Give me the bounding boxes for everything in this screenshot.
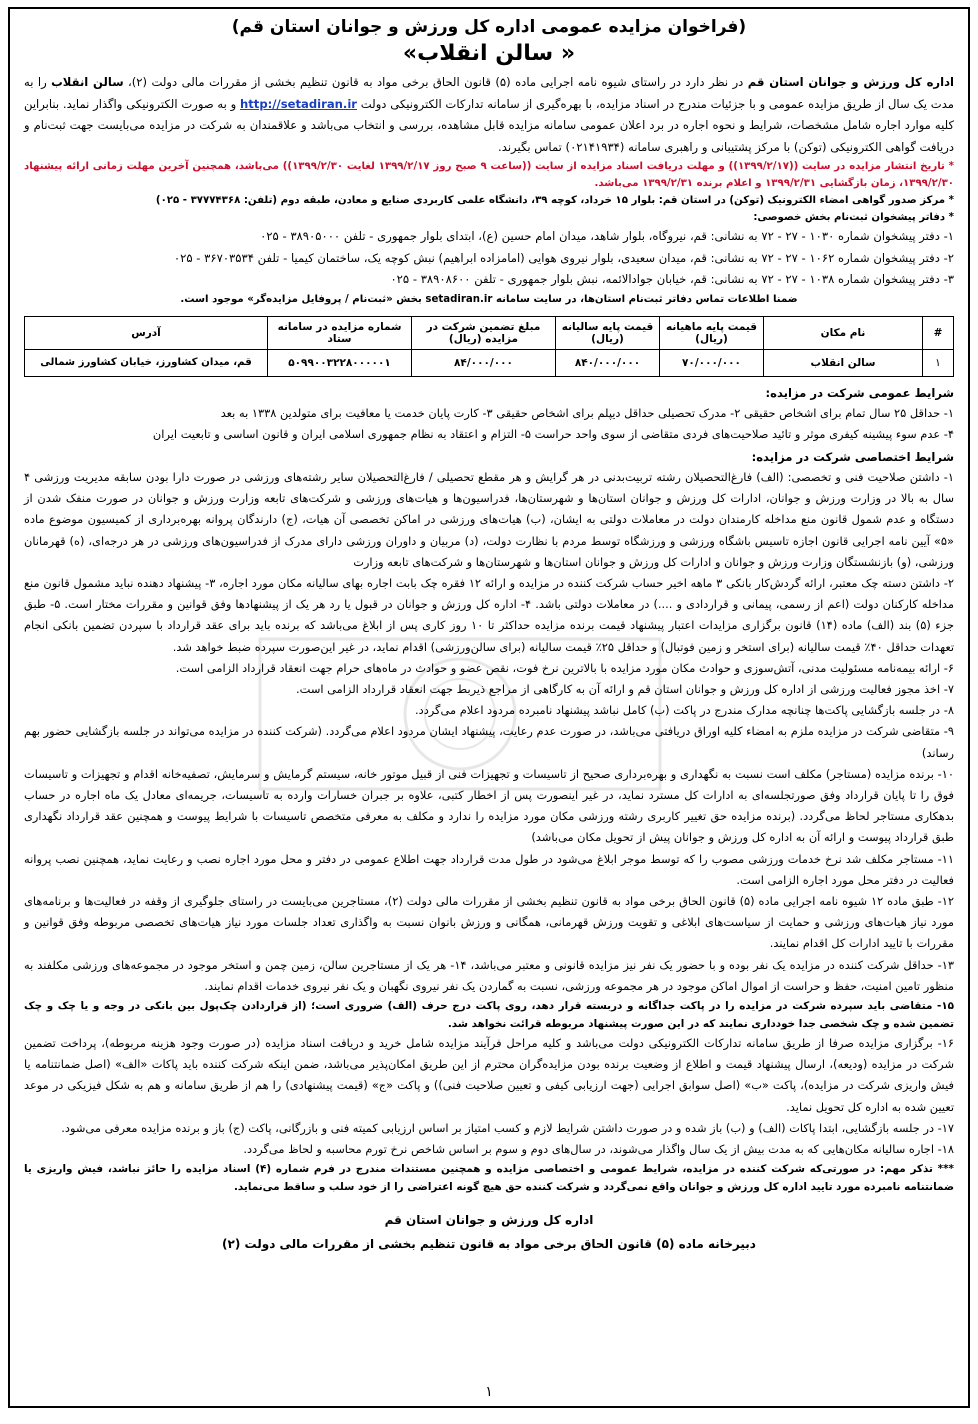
cert-center-note: * مرکز صدور گواهی امضاء الکترونیک (توکن) در استان قم: بلوار ۱۵ خرداد، کوچه ۳۹، دانشگاه علمی کاربردی صنایع و معادن، طبقه دوم (تلفن: ۳۷۷۷۴۳۶۸ - ۰۲۵) — [155, 195, 954, 206]
office-item: ۲- دفتر پیشخوان شماره ۱۰۶۲ - ۲۷ - ۷۲ به نشانی: قم، میدان سعیدی، بلوار نیروی هوایی (امامزاده ابراهیم) نبش کوچه یک، ساختمان کیمیا - تلفن ۳۶۷۰۳۵۳۴ - ۰۲۵ — [173, 250, 954, 265]
offices-title: * دفاتر پیشخوان ثبت‌نام بخش خصوصی: — [753, 212, 954, 223]
signature-org: اداره کل ورزش و جوانان استان قم — [384, 1213, 594, 1228]
auction-table — [24, 316, 954, 377]
intro-text-1: در نظر دارد در راستای شیوه نامه اجرایی ماده (۵) قانون الحاق برخی مواد به قانون تنظیم بخشی از مقررات مالی دولت (۲)، — [123, 75, 748, 89]
intro-venue: سالن انقلاب — [51, 75, 124, 89]
watermark-logo — [250, 629, 670, 799]
table-cell: ۸۴۰/۰۰۰/۰۰۰ — [556, 349, 660, 376]
special-condition: ۱۵- متقاضی باید سپرده شرکت در مزایده را در پاکت جداگانه و دربسته قرار دهد، روی پاکت درج حرف (الف) ضروری است؛ (از قراردادن چک‌پول بین بانکی در وجه و یا چک و چک تضمین شده و چک شخصی جدا خودداری نمایند که در این صورت پیشنهاد مربوطه قرائت نخواهد شد. — [24, 999, 954, 1030]
col-header: قیمت پایه ماهیانه (ریال) — [660, 316, 764, 349]
table-cell: ۱ — [923, 349, 954, 376]
setad-link[interactable]: http://setadiran.ir — [239, 96, 358, 111]
col-header: # — [923, 316, 954, 349]
table-row — [25, 349, 954, 376]
intro-text-2: را به مدت یک سال از طریق مزایده عمومی و با جزئیات مندرج در اسناد مزایده، با بهره‌گیری از سامانه تدارکات الکترونیکی دولت — [24, 75, 954, 111]
dates-note: * تاریخ انتشار مزایده در سایت ((۱۳۹۹/۲/۱۷)) و مهلت دریافت اسناد مزایده از سایت ((ساعت ۹ صبح روز ۱۳۹۹/۲/۱۷ لغایت ۱۳۹۹/۲/۳۰)) می‌باشد، همچنین آخرین مهلت زمانی ارائه پیشنهاد ۱۳۹۹/۲/۳۰، زمان بازگشایی ۱۳۹۹/۲/۳۱ و اعلام برنده ۱۳۹۹/۲/۳۱ می‌باشد. — [24, 161, 954, 189]
col-header: آدرس — [25, 316, 268, 349]
table-header-row — [25, 316, 954, 349]
special-condition: ۱۷- در جلسه بازگشایی، ابتدا پاکات (الف) و (ب) باز شده و در صورت داشتن شرایط لازم و کسب امتیاز بر اساس ارزیابی کمیته فنی و بازرگانی، پاکت (ج) باز و برنده مزایده معرفی می‌شود. — [61, 1120, 954, 1135]
col-header: شماره مزایده در سامانه ستاد — [268, 316, 412, 349]
offices-note: ضمنا اطلاعات تماس دفاتر ثبت‌نام استان‌ها، در سایت سامانه setadiran.ir بخش «ثبت‌نام / پروفایل مزایده‌گر» موجود است. — [180, 293, 798, 305]
general-condition: ۴- عدم سوء پیشینه کیفری موثر و تائید صلاحیت‌های فردی متقاضی از سوی واحد حراست ۵- التزام و اعتقاد به نظام جمهوری اسلامی ایران و قانون اساسی و تابعیت ایران — [152, 426, 954, 441]
table-cell: سالن انقلاب — [764, 349, 923, 376]
special-condition: ۱۳- حداقل شرکت کننده در مزایده یک نفر بوده و با حضور یک نفر نیز مزایده قانونی و معتبر می‌باشد، ۱۴- هر یک از مستاجرین سالن، زمین چمن و استخر موجود در مجموعه‌های ورزشی مکلفند به منظور تامین امنیت، حفظ و حراست از اموال اماکن موجود در هر مجموعه ورزشی، نسبت به گماردن یک نفر نیروی نگهبان و یک نفر نیروی خدمات اقدام نمایند. — [24, 957, 954, 993]
page-number: ۱ — [485, 1384, 493, 1400]
table-cell: ۸۴/۰۰۰/۰۰۰ — [412, 349, 556, 376]
col-header: قیمت پایه سالیانه (ریال) — [556, 316, 660, 349]
special-condition: ۹- متقاضی شرکت در مزایده ملزم به امضاء کلیه اوراق دریافتی می‌باشد، در صورت عدم رعایت، پیشنهاد ایشان مردود اعلام می‌گردد. (شرکت کننده در مزایده می‌تواند در جلسه بازگشایی حضور بهم رساند) — [24, 724, 954, 760]
page-subtitle: « سالن انقلاب» — [402, 41, 576, 66]
special-condition: ۱۸- اجاره سالیانه مکان‌هایی که به مدت بیش از یک سال واگذار می‌شوند، در سال‌های دوم و سوم بر اساس شاخص نرخ تورم محاسبه و لحاظ می‌گردد. — [243, 1142, 954, 1156]
col-header: مبلغ تضمین شرکت در مزایده (ریال) — [412, 316, 556, 349]
office-item: ۳- دفتر پیشخوان شماره ۱۰۳۸ - ۲۷ - ۷۲ به نشانی: قم، خیابان جوادالائمه، نبش بلوار جمهوری - تلفن ۳۸۹۰۸۶۰۰ - ۰۲۵ — [390, 272, 954, 286]
table-cell: ۵۰۹۹۰۰۳۲۲۸۰۰۰۰۰۱ — [268, 349, 412, 376]
table-cell: ۷۰/۰۰۰/۰۰۰ — [660, 349, 764, 376]
special-condition: ۱۱- مستاجر مکلف شد نرخ خدمات ورزشی مصوب را که توسط موجر ابلاغ می‌شود در طول مدت قرارداد جهت اطلاع عمومی در دفتر و محل مورد اجاره نصب و رعایت نماید، همچنین نصب پروانه فعالیت در دفتر محل مورد اجاره الزامی است. — [24, 851, 954, 887]
table-cell: قم، میدان کشاورز، خیابان کشاورز شمالی — [25, 349, 268, 376]
intro-org: اداره کل ورزش و جوانان استان قم — [747, 75, 954, 89]
general-conditions-title: شرایط عمومی شرکت در مزایده: — [765, 385, 954, 400]
special-condition: ۷- اخذ مجوز فعالیت ورزشی از اداره کل ورزش و جوانان استان قم و ارائه آن به کارگاهی از مراجع ذیربط جهت انعقاد قرارداد الزامی است. — [296, 681, 954, 696]
intro-paragraph — [24, 72, 954, 158]
special-condition: ۱۲- طبق ماده ۱۲ شیوه نامه اجرایی ماده (۵) قانون الحاق برخی مواد به قانون تنظیم بخشی از مقررات مالی دولت (۲)، مستاجرین می‌بایست در راستای جلوگیری از وقفه در فعالیت‌ها و برنامه‌های مورد نیاز هیات‌های ورزشی و حمایت از سیاست‌های ابلاغی و تقویت ورزش قهرمانی، همگانی و ورزش بانوان نسبت به واگذاری تعداد جلسات مورد نیاز هیات‌های تخصصی مربوطه وفق قوانین و مقررات با تایید ادارات کل اقدام نمایند. — [24, 893, 955, 951]
special-conditions-title: شرایط اختصاصی شرکت در مزایده: — [751, 449, 954, 464]
special-condition: ۲- داشتن دسته چک معتبر، ارائه گردش‌کار بانکی ۳ ماهه اخیر حساب شرکت کننده در مزایده و ارائه ۱۲ فقره چک بابت اجاره بهای سالیانه مکان مورد اجاره، ۳- پیشنهاد دهنده نباید مشمول قانون منع مداخله کارکنان دولت (اعم از رسمی، پیمانی و قراردادی و ....) در معاملات دولتی باشد. ۴- اداره کل ورزش و جوانان در قبول یا رد هر یک از پیشنهادها وفق قوانین و مقررات مختار است. ۵- طبق جزء (۵) بند (الف) ماده (۱۴) قانون برگزاری مزایدات اعتبار پیشنهاد قیمت برنده مزایده حداکثر تا ۱۰ روز کاری پس از ابلاغ می‌باشد که برنده باید برای عقد قرارداد با سپردن تضمین بانکی انجام تعهدات حداقل ۴۰٪ قیمت سالیانه (برای استخر و زمین فوتبال) و حداقل ۲۵٪ قیمت سالیانه (برای سالن‌ورزشی) اقدام نماید، در غیر این‌صورت سپرده ضبط خواهد شد. — [24, 575, 954, 654]
signature-block — [24, 1208, 954, 1256]
important-note: *** تذکر مهم: در صورتی‌که شرکت کننده در مزایده، شرایط عمومی و اختصاصی مزایده و همچنین مستندات مندرج در فرم شماره (۴) اسناد مزایده را حائز نباشد، فیش واریزی یا ضمانتنامه نامبرده مورد تایید اداره کل ورزش و جوانان واقع نمی‌گردد و شرکت کننده حق هیچ گونه اعتراضی را از خود سلب و ساقط می‌نماید. — [24, 1163, 954, 1194]
announcement-page — [8, 7, 970, 1408]
col-header: نام مکان — [764, 316, 923, 349]
special-condition: ۱۶- برگزاری مزایده صرفا از طریق سامانه تدارکات الکترونیکی دولت می‌باشد و کلیه مراحل فرآیند مزایده شامل خرید و دریافت اسناد مزایده (در صورت وجود هزینه مربوطه)، پرداخت تضمین شرکت در مزایده (ودیعه)، ارسال پیشنهاد قیمت و اطلاع از وضعیت برنده بودن مزایده‌گران محترم از این طریق امکان‌پذیر می‌باشد، ضمن اینکه شرکت کننده باید پاکات «الف» (اصل ضمانتنامه یا فیش واریزی شرکت در مزایده)، پاکت «ب» (اصل سوابق اجرایی (جهت ارزیابی کیفی و تعیین صلاحیت فنی)) و پاکت «ج» (قیمت پیشنهادی) را هم از طریق سامانه و هم به شکل فیزیکی در موعد تعیین شده به اداره کل تحویل نماید. — [24, 1035, 954, 1114]
signature-secretariat: دبیرخانه ماده (۵) قانون الحاق برخی مواد به قانون تنظیم بخشی از مقررات مالی دولت (۲) — [222, 1237, 756, 1252]
special-condition: ۱۰- برنده مزایده (مستاجر) مکلف است نسبت به نگهداری و بهره‌برداری صحیح از تاسیسات و تجهیزات فنی از قبیل موتور خانه، سیستم گرمایش و سرمایش، تصفیه‌خانه اقدام و تجهیزات و تاسیسات فوق را تا پایان قرارداد وفق صورتجلسه‌ای به ادارات کل مسترد نماید، در غیر اینصورت پس از اخطار کتبی، علاوه بر جبران خسارات وارده به تاسیسات، جریمه‌ای معادل یک ماه اجاره در حساب بدهکاری مستاجر لحاظ می‌گردد. (برنده مزایده حق تغییر کاربری رشته ورزشی مکان مورد مزایده را ندارد و مکلف به معرفی متخصص تاسیسات با شرایط پیوست و همچنین عقد قرارداد نگهداری طبق قرارداد پیوست و ارائه آن به اداره کل ورزش و جوانان پیش از تحویل مکان می‌باشد) — [24, 766, 954, 845]
special-condition: ۱- داشتن صلاحیت فنی و تخصصی: (الف) فارغ‌التحصیلان رشته تربیت‌بدنی در هر گرایش و هر مقطع تحصیلی / فارغ‌التحصیلان سایر رشته‌های ورزشی در صورت دارا بودن سابقه مدیریت ورزشی ۴ سال به بالا در وزارت ورزش و جوانان، ادارات کل ورزش و جوانان استان‌ها و شهرستان‌ها، فدراسیون‌ها و هیات‌های ورزشی و شرکت‌های تابعه وزارت ورزش و جوانان در صورت منفک شدن از دستگاه و عدم شمول قانون منع مداخله کارمندان دولت در معاملات دولتی به ایشان، (ب) هیات‌های ورزشی در اماکن تخصصی آن هیات، (ج) دارندگان پروانه بهره‌برداری از کمیسیون موضوع ماده «۵» آیین نامه اجرایی قانون اجازه تاسیس باشگاه ورزشی و ورزشگاه توسط مردم با نظارت دولت، (د) مربیان و داوران ورزشی دارای مدرک از فدراسیون‌های ورزشی در هر درجه‌ای، (ه) قهرمانان ورزشی، (و) بازنشستگان وزارت ورزش و جوانان و ادارات کل ورزش و جوانان استان‌ها و شهرستان‌ها و شرکت‌های تابعه وزارت — [24, 469, 954, 569]
intro-text-3: و به صورت الکترونیکی واگذار نماید. بنابراین کلیه موارد اجاره شامل مشخصات، شرایط و نحوه اجاره در برد اعلان عمومی سامانه مزایده قابل مشاهده، بررسی و انتخاب می‌باشد و علاقمندان به شرکت در مزایده می‌بایست جهت ثبت‌نام و دریافت گواهی الکترونیکی (توکن) با مرکز پشتیبانی و راهبری سامانه (۰۲۱۴۱۹۳۴) تماس بگیرند. — [24, 96, 954, 154]
general-condition: ۱- حداقل ۲۵ سال تمام برای اشخاص حقیقی ۲- مدرک تحصیلی حداقل دیپلم برای اشخاص حقیقی ۳- کارت پایان خدمت یا معافیت برای متولدین ۱۳۳۸ به بعد — [220, 405, 954, 420]
office-item: ۱- دفتر پیشخوان شماره ۱۰۳۰ - ۲۷ - ۷۲ به نشانی: قم، نیروگاه، بلوار شاهد، میدان امام حسین (ع)، ابتدای بلوار جمهوری - تلفن ۳۸۹۰۵۰۰۰ - ۰۲۵ — [260, 229, 954, 243]
page-title: (فراخوان مزایده عمومی اداره کل ورزش و جوانان استان قم) — [231, 17, 747, 37]
special-condition: ۸- در جلسه بازگشایی پاکت‌ها چنانچه مدارک مندرج در پاکت (ب) کامل نباشد پیشنهاد نامبرده مردود اعلام می‌گردد. — [415, 703, 954, 718]
special-condition: ۶- ارائه بیمه‌نامه مسئولیت مدنی، آتش‌سوزی و حوادث مکان مورد مزایده با بالاترین نرخ فوت، نقص عضو و حوادث در ماه‌های حرام جهت انعقاد قرارداد الزامی است. — [175, 660, 954, 675]
